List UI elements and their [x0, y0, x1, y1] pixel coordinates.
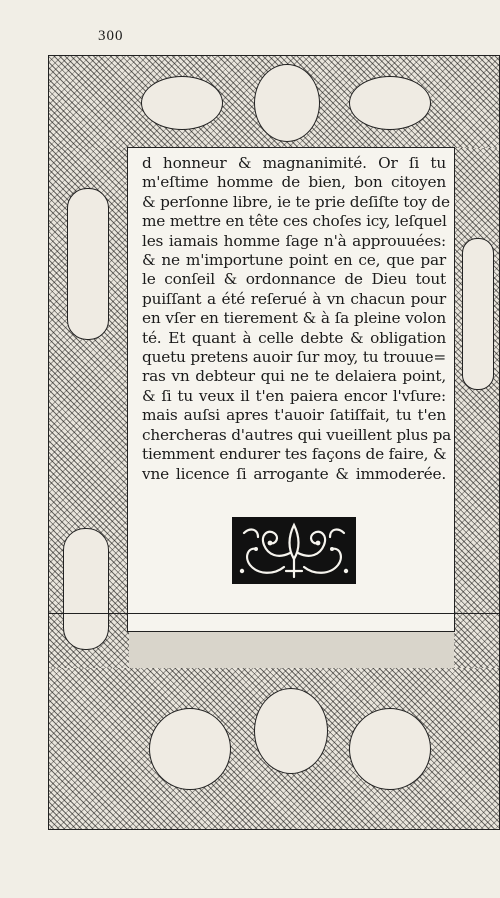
grotesque-mask-ornament — [254, 64, 320, 142]
top-border-ornament — [49, 56, 500, 148]
text-line: mais auſsi apres t'auoir ſatiſfait, tu t'en — [142, 406, 446, 425]
text-line: tiemment endurer tes façons de faire, & — [142, 445, 447, 464]
text-line: & ſi tu veux il t'en paiera encor l'vſure: — [142, 386, 446, 405]
floral-fleuron-icon — [232, 517, 356, 584]
bottom-mask-ornament — [254, 688, 328, 774]
text-panel — [127, 147, 455, 632]
page-number: 300 — [98, 28, 124, 44]
left-figure-ornament — [67, 188, 109, 340]
text-line: les iamais homme ſage n'à approuuées: — [142, 231, 446, 250]
right-border-ornament — [454, 148, 500, 668]
left-beast-ornament — [141, 76, 223, 130]
text-line: puiſſant a été reſerué à vn chacun pour — [142, 289, 446, 308]
right-figure-ornament — [462, 238, 494, 390]
text-line: d honneur & magnanimité. Or ſi tu — [142, 154, 446, 172]
bottom-border-ornament — [49, 668, 500, 830]
text-line: quetu pretens auoir ſur moy, tu trouue= — [142, 348, 446, 367]
text-line: le conſeil & ordonnance de Dieu tout — [142, 270, 446, 289]
text-line: vne licence ſi arrogante & immoderée. — [142, 464, 446, 483]
right-beast-ornament — [349, 76, 431, 130]
left-border-ornament — [49, 148, 129, 668]
left-cherub-ornament — [63, 528, 109, 650]
text-line: té. Et quant à celle debte & obligation — [142, 328, 446, 347]
text-line: ras vn debteur qui ne te delaiera point, — [142, 367, 446, 386]
text-line: me mettre en tête ces choſes icy, leſquel — [142, 212, 447, 231]
text-line: m'eſtime homme de bien, bon citoyen — [142, 173, 446, 192]
left-sphinx-ornament — [149, 708, 231, 790]
body-text — [142, 154, 452, 484]
text-line: chercheras d'autres qui vueillent plus pa — [142, 425, 452, 444]
right-sphinx-ornament — [349, 708, 431, 790]
text-line: & perſonne libre, ie te prie deſiſte toy de — [142, 192, 450, 211]
frame-divider — [48, 613, 500, 614]
text-line: en vſer en tierement & à ſa pleine volon — [142, 309, 446, 328]
text-line: & ne m'importune point en ce, que par — [142, 251, 446, 270]
